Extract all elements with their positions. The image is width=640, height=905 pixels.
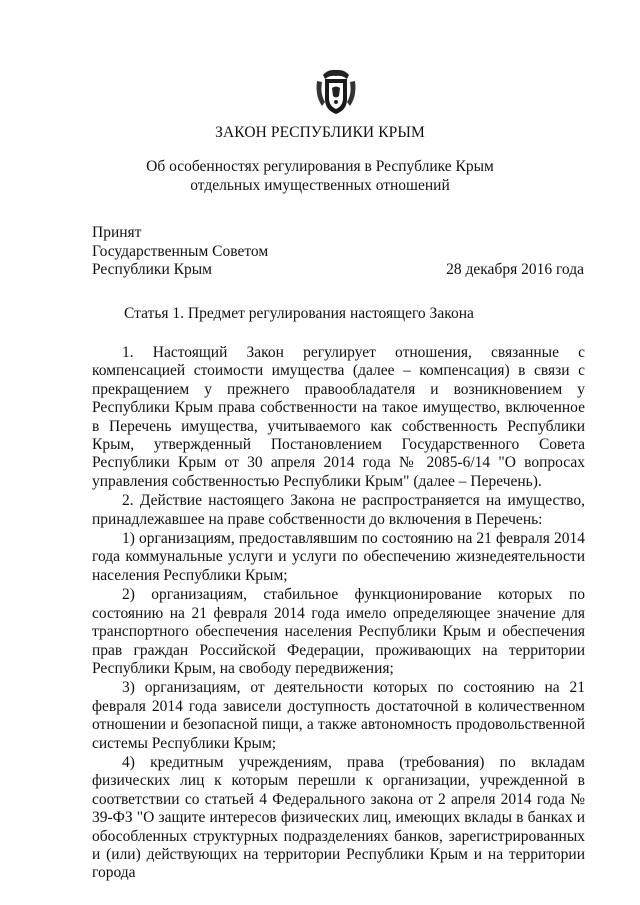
law-title: ЗАКОН РЕСПУБЛИКИ КРЫМ xyxy=(215,124,425,141)
article-heading: Статья 1. Предмет регулирования настоящего Закона xyxy=(124,305,474,322)
adopted-line: Республики Крым xyxy=(92,261,212,278)
crimea-coat-of-arms-icon xyxy=(314,66,358,116)
adopted-line: Государственным Советом xyxy=(92,242,269,260)
paragraph: 3) организациям, от деятельности которых по состоянию на 21 февраля 2014 года зависели доступность достаточной в количественном отношении и безопасной пищи, а также автономность продовольственной системы Республики Крым; xyxy=(92,679,585,752)
paragraph: 4) кредитным учреждениям, права (требования) по вкладам физических лиц к которым перешли к организации, учрежденной в соответствии со статьей 4 Федерального закона от 2 апреля 2014 года № 39-ФЗ "О защите интересов физических лиц, имеющих вклады в банках и обособленных структурных подразделениях банков, зарегистрированных и (или) действующих на территории Республики Крым и на территории города xyxy=(92,753,585,882)
law-subtitle xyxy=(0,157,640,195)
adopted-line: Принят xyxy=(92,224,142,241)
subtitle-line: Об особенностях регулирования в Республике Крым xyxy=(146,158,494,175)
subtitle-line: отдельных имущественных отношений xyxy=(190,177,450,194)
adoption-date: 28 декабря 2016 года xyxy=(446,261,584,278)
paragraph: 1. Настоящий Закон регулирует отношения, связанные с компенсацией стоимости имущества (далее – компенсация) в связи с прекращением у прежнего правообладателя и возникновением у Республики Крым права собственности на такое имущество, включенное в Перечень имущества, учитываемого как собственность Республики Крым, утвержденный Постановлением Государственного Совета Республики Крым от 30 апреля 2014 года № 2085-6/14 "О вопросах управления собственностью Республики Крым" (далее – Перечень). xyxy=(92,344,585,490)
adopted-by-block xyxy=(92,224,268,280)
paragraph: 2) организациям, стабильное функционирование которых по состоянию на 21 февраля 2014 года имело определяющее значение для транспортного обеспечения населения Республики Крым и обеспечения прав граждан Российской Федерации, проживающих на территории Республики Крым, на свободу передвижения; xyxy=(92,586,585,677)
paragraph: 2. Действие настоящего Закона не распространяется на имущество, принадлежавшее на праве собственности до включения в Перечень: xyxy=(92,492,585,528)
paragraph: 1) организациям, предоставлявшим по состоянию на 21 февраля 2014 года коммунальные услуги и услуги по обеспечению жизнедеятельности населения Республики Крым; xyxy=(92,530,585,584)
article-body xyxy=(92,344,585,883)
